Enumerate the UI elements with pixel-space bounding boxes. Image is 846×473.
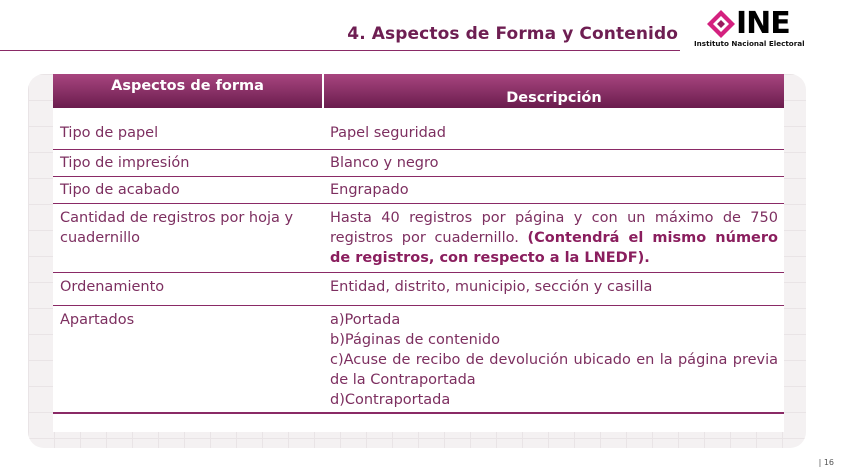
aspects-table-container: [53, 74, 784, 432]
list-item: c)Acuse de recibo de devolución ubicado en la página previa de la Contraportada: [330, 352, 778, 388]
ine-logo-mark-icon: [704, 10, 738, 38]
aspect-cell: Tipo de impresión: [53, 150, 323, 177]
description-cell: [323, 306, 784, 414]
table-header-row: [53, 74, 784, 108]
table-row: [53, 150, 784, 177]
logo-subtitle: Instituto Nacional Electoral: [694, 39, 805, 48]
list-item: a)Portada: [330, 312, 401, 328]
description-cell: Engrapado: [323, 177, 784, 204]
title-rule: [0, 50, 680, 51]
aspect-cell: Tipo de papel: [53, 108, 323, 150]
header-description: Descripción: [323, 74, 784, 108]
description-cell: [323, 204, 784, 273]
ine-logo: [694, 6, 834, 50]
description-cell: Blanco y negro: [323, 150, 784, 177]
aspect-cell: Tipo de acabado: [53, 177, 323, 204]
list-item: b)Páginas de contenido: [330, 332, 500, 348]
page-number: | 16: [818, 458, 834, 467]
table-row: [53, 273, 784, 306]
header-aspects: Aspectos de forma: [53, 74, 323, 108]
list-item: d)Contraportada: [330, 392, 451, 408]
table-row: [53, 177, 784, 204]
aspect-cell: Cantidad de registros por hoja y cuadernillo: [53, 204, 323, 273]
description-text: Hasta 40 registros por página y con un máximo de 750 registros por cuadernillo.: [330, 210, 778, 246]
aspect-cell: Ordenamiento: [53, 273, 323, 306]
description-cell: Entidad, distrito, municipio, sección y casilla: [323, 273, 784, 306]
table-row: [53, 306, 784, 414]
table-row: [53, 204, 784, 273]
description-bold-note: (Contendrá el mismo número de registros, con respecto a la LNEDF): [330, 230, 778, 266]
aspect-cell: Apartados: [53, 306, 323, 414]
page-title: 4. Aspectos de Forma y Contenido: [347, 24, 678, 44]
description-cell: Papel seguridad: [323, 108, 784, 150]
table-row: [53, 108, 784, 150]
logo-word: INE: [736, 6, 790, 41]
description-tail: .: [644, 250, 650, 266]
aspects-table: [53, 74, 784, 414]
